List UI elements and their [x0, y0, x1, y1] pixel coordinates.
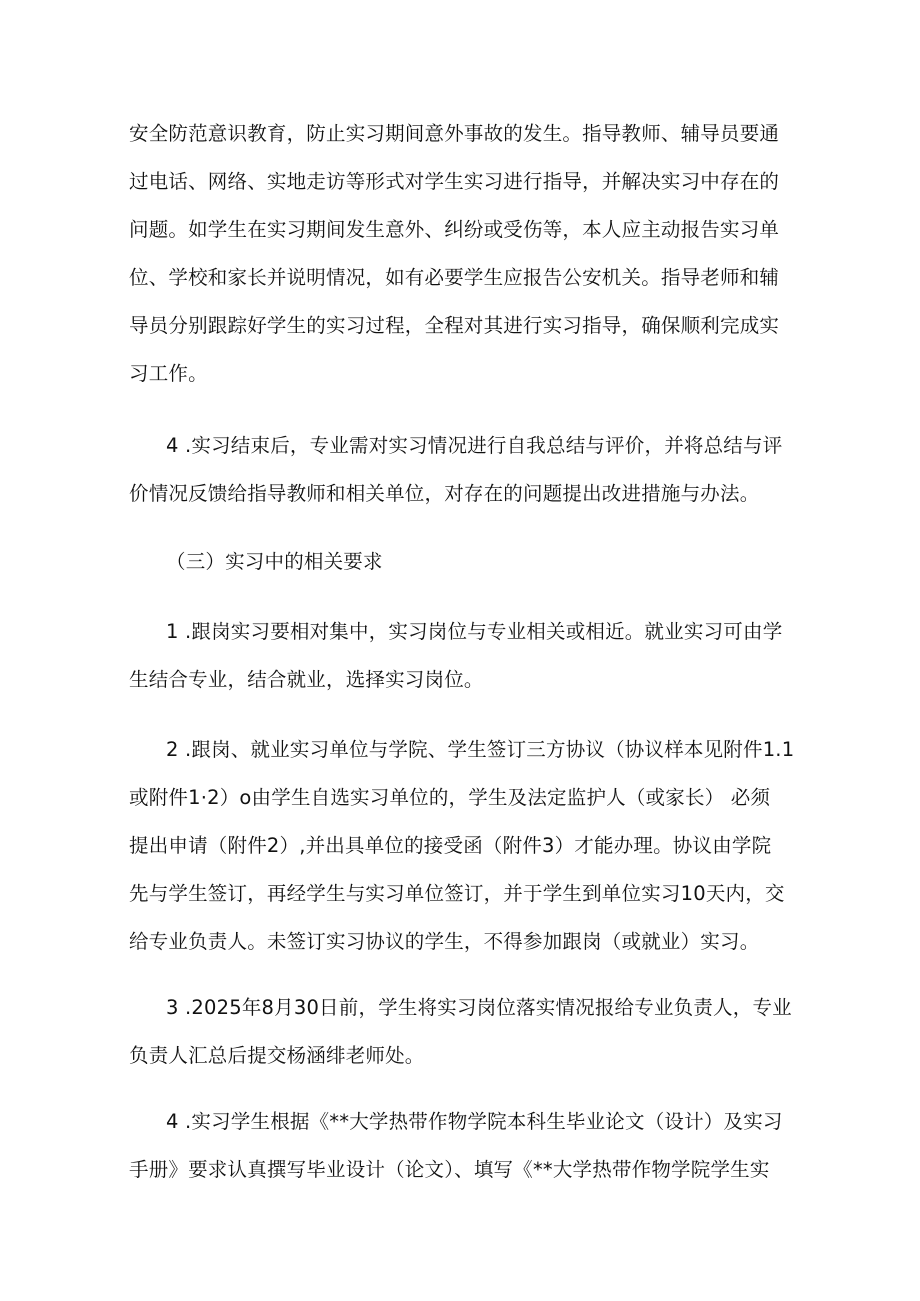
text-line: 先与学生签订，再经学生与实习单位签订，并于学生到单位实习10天内，交 [129, 882, 785, 905]
text-line: 习工作。 [129, 362, 208, 385]
text-line: 负责人汇总后提交杨涵绯老师处。 [129, 1044, 425, 1067]
text-line: 导员分别跟踪好学生的实习过程，全程对其进行实习指导，确保顺利完成实 [129, 314, 780, 337]
text-line: 位、学校和家长并说明情况，如有必要学生应报告公安机关。指导老师和辅 [129, 266, 780, 289]
text-line: 2 .跟岗、就业实习单位与学院、学生签订三方协议（协议样本见附件1.1 [166, 738, 795, 761]
text-line: 生结合专业，结合就业，选择实习岗位。 [129, 668, 484, 691]
text-line: 1 .跟岗实习要相对集中，实习岗位与专业相关或相近。就业实习可由学 [166, 620, 783, 643]
text-line: 4 .实习结束后，专业需对实习情况进行自我总结与评价，并将总结与评 [166, 434, 783, 457]
text-line: 3 .2025年8月30日前，学生将实习岗位落实情况报给专业负责人，专业 [166, 996, 792, 1019]
text-line: 手册》要求认真撰写毕业设计（论文）、填写《**大学热带作物学院学生实 [129, 1158, 770, 1181]
text-line: 安全防范意识教育，防止实习期间意外事故的发生。指导教师、辅导员要通 [129, 122, 780, 145]
section-heading-text: （三）实习中的相关要求 [166, 550, 383, 573]
text-line: 价情况反馈给指导教师和相关单位，对存在的问题提出改进措施与办法。 [129, 482, 760, 505]
text-line: 问题。如学生在实习期间发生意外、纠纷或受伤等，本人应主动报告实习单 [129, 218, 780, 241]
text-line: 给专业负责人。未签订实习协议的学生，不得参加跟岗（或就业）实习。 [129, 930, 760, 953]
text-line: 过电话、网络、实地走访等形式对学生实习进行指导，并解决实习中存在的 [129, 170, 780, 193]
text-line: 或附件1·2）o由学生自选实习单位的，学生及法定监护人（或家长） 必须 [129, 786, 771, 809]
text-line: 提出申请（附件2）,并出具单位的接受函（附件3）才能办理。协议由学院 [129, 834, 772, 857]
text-line: 4 .实习学生根据《**大学热带作物学院本科生毕业论文（设计）及实习 [166, 1110, 783, 1133]
